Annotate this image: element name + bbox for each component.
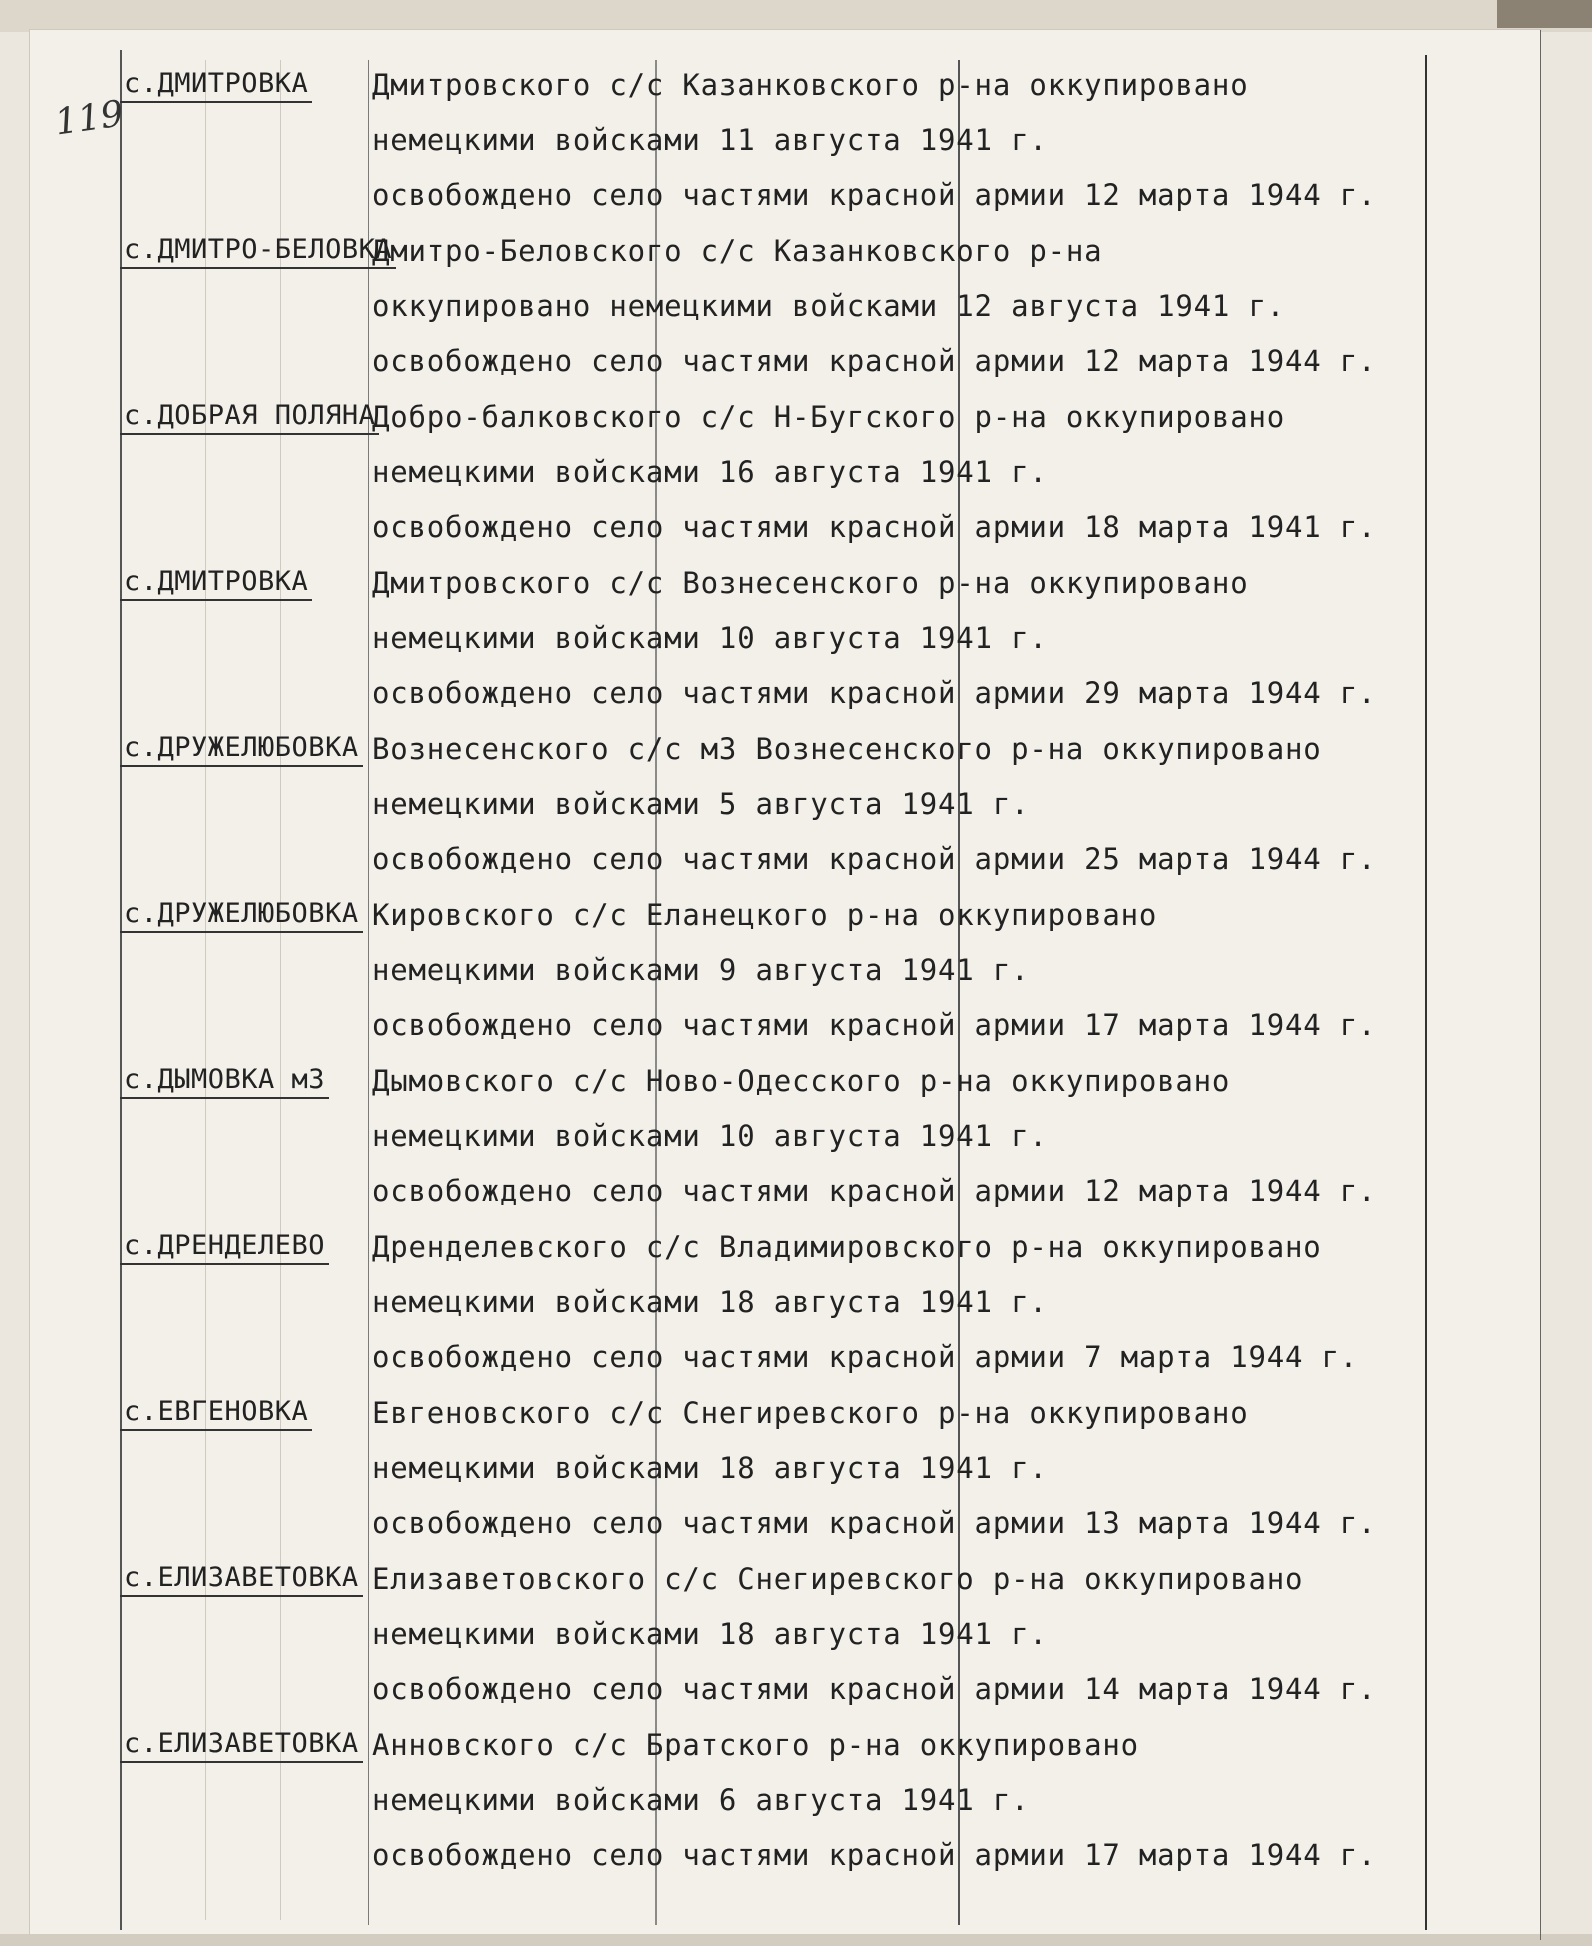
entry-line-3: освобождено село частями красной армии 14 марта 1944 г. bbox=[372, 1672, 1377, 1706]
entry bbox=[0, 898, 1592, 1066]
entry-line-2: немецкими войсками 18 августа 1941 г. bbox=[372, 1617, 1048, 1651]
entry bbox=[0, 566, 1592, 734]
entry-line-1: Дмитро-Беловского с/с Казанковского р-на bbox=[372, 234, 1103, 268]
village-name: с.ДРУЖЕЛЮБОВКА bbox=[120, 732, 363, 767]
entry-line-1: Елизаветовского с/с Снегиревского р-на оккупировано bbox=[372, 1562, 1304, 1596]
handwritten-page-number: 119 bbox=[52, 93, 127, 144]
village-name: с.ДРЕНДЕЛЕВО bbox=[120, 1230, 329, 1265]
entry-line-1: Кировского с/с Еланецкого р-на оккупировано bbox=[372, 898, 1158, 932]
village-name: с.ЕЛИЗАВЕТОВКА bbox=[120, 1562, 363, 1597]
entry-line-2: немецкими войсками 6 августа 1941 г. bbox=[372, 1783, 1030, 1817]
entry-line-1: Анновского с/с Братского р-на оккупировано bbox=[372, 1728, 1139, 1762]
village-name: с.ДМИТРОВКА bbox=[120, 566, 312, 601]
folder-tab bbox=[1497, 0, 1592, 28]
entry-line-1: Дмитровского с/с Казанковского р-на оккупировано bbox=[372, 68, 1249, 102]
village-name: с.ЕЛИЗАВЕТОВКА bbox=[120, 1728, 363, 1763]
entry-line-2: немецкими войсками 9 августа 1941 г. bbox=[372, 953, 1030, 987]
entry bbox=[0, 1728, 1592, 1896]
entry bbox=[0, 1230, 1592, 1398]
entry-line-1: Добро-балковского с/с Н-Бугского р-на оккупировано bbox=[372, 400, 1285, 434]
entry-line-1: Вознесенского с/с м3 Вознесенского р-на оккупировано bbox=[372, 732, 1322, 766]
entry-line-1: Дренделевского с/с Владимировского р-на оккупировано bbox=[372, 1230, 1322, 1264]
entry-line-3: освобождено село частями красной армии 13 марта 1944 г. bbox=[372, 1506, 1377, 1540]
bottom-edge bbox=[0, 1934, 1592, 1946]
entry-line-1: Дмитровского с/с Вознесенского р-на оккупировано bbox=[372, 566, 1249, 600]
entry-line-3: освобождено село частями красной армии 18 марта 1941 г. bbox=[372, 510, 1377, 544]
entry-line-1: Евгеновского с/с Снегиревского р-на оккупировано bbox=[372, 1396, 1249, 1430]
village-name: с.ДЫМОВКА м3 bbox=[120, 1064, 329, 1099]
entry-line-3: освобождено село частями красной армии 29 марта 1944 г. bbox=[372, 676, 1377, 710]
entry bbox=[0, 1064, 1592, 1232]
village-name: с.ДРУЖЕЛЮБОВКА bbox=[120, 898, 363, 933]
entry-line-3: освобождено село частями красной армии 17 марта 1944 г. bbox=[372, 1008, 1377, 1042]
entry bbox=[0, 1562, 1592, 1730]
entry-line-2: немецкими войсками 18 августа 1941 г. bbox=[372, 1285, 1048, 1319]
village-name: с.ДОБРАЯ ПОЛЯНА bbox=[120, 400, 379, 435]
entry-line-2: немецкими войсками 10 августа 1941 г. bbox=[372, 621, 1048, 655]
village-name: с.ДМИТРО-БЕЛОВКА bbox=[120, 234, 396, 269]
entry-line-2: немецкими войсками 18 августа 1941 г. bbox=[372, 1451, 1048, 1485]
village-name: с.ДМИТРОВКА bbox=[120, 68, 312, 103]
village-name: с.ЕВГЕНОВКА bbox=[120, 1396, 312, 1431]
folder-edge bbox=[0, 0, 1592, 32]
entry-line-2: немецкими войсками 10 августа 1941 г. bbox=[372, 1119, 1048, 1153]
entry-line-2: оккупировано немецкими войсками 12 августа 1941 г. bbox=[372, 289, 1285, 323]
entry bbox=[0, 1396, 1592, 1564]
entry bbox=[0, 732, 1592, 900]
entry-line-3: освобождено село частями красной армии 7 марта 1944 г. bbox=[372, 1340, 1359, 1374]
entry-line-2: немецкими войсками 5 августа 1941 г. bbox=[372, 787, 1030, 821]
entry-line-3: освобождено село частями красной армии 12 марта 1944 г. bbox=[372, 344, 1377, 378]
entry-line-2: немецкими войсками 11 августа 1941 г. bbox=[372, 123, 1048, 157]
entry bbox=[0, 400, 1592, 568]
entry bbox=[0, 68, 1592, 236]
entry-line-1: Дымовского с/с Ново-Одесского р-на оккупировано bbox=[372, 1064, 1231, 1098]
entry-line-3: освобождено село частями красной армии 17 марта 1944 г. bbox=[372, 1838, 1377, 1872]
entry bbox=[0, 234, 1592, 402]
entry-line-3: освобождено село частями красной армии 25 марта 1944 г. bbox=[372, 842, 1377, 876]
entry-line-3: освобождено село частями красной армии 12 марта 1944 г. bbox=[372, 178, 1377, 212]
entry-line-3: освобождено село частями красной армии 12 марта 1944 г. bbox=[372, 1174, 1377, 1208]
entry-line-2: немецкими войсками 16 августа 1941 г. bbox=[372, 455, 1048, 489]
